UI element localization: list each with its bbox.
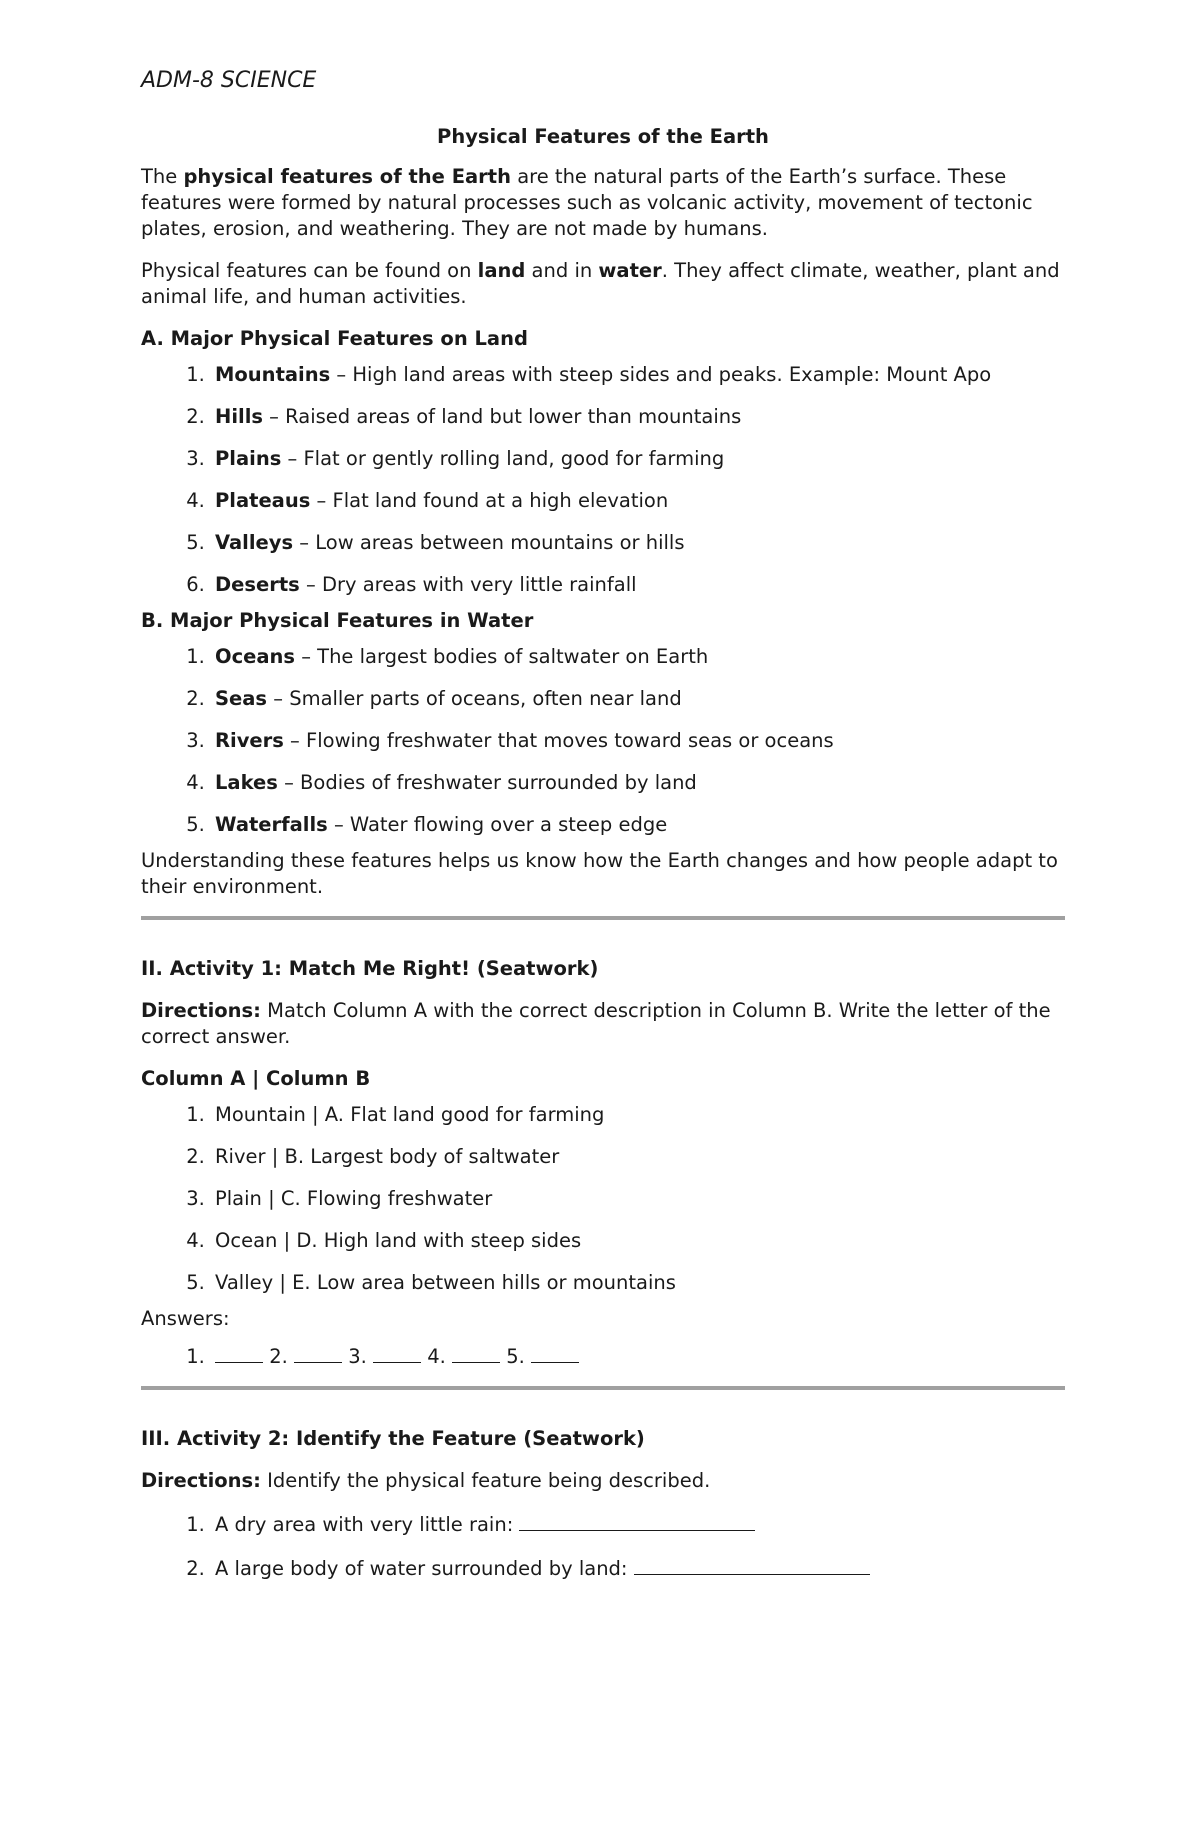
answer-blank[interactable]: [519, 1510, 755, 1531]
answer-blank-1[interactable]: [215, 1342, 263, 1363]
feature-term: Valleys: [215, 531, 294, 554]
answer-number: 2.: [269, 1345, 288, 1368]
conclusion-paragraph: Understanding these features helps us know how the Earth changes and how people adapt to their environment.: [141, 849, 1058, 898]
intro-text: are the natural parts of the Earth’s surface. These features were formed by natural processes such as volcanic activity, movement of tectonic plates, erosion, and weathering. They are not made by humans.: [141, 165, 1033, 240]
feature-description: – Flat or gently rolling land, good for farming: [281, 447, 725, 470]
list-item: [211, 770, 1065, 796]
activity1-directions: [141, 998, 1065, 1050]
feature-term: Rivers: [215, 729, 284, 752]
feature-term: Mountains: [215, 363, 331, 386]
answer-blank-4[interactable]: [452, 1342, 500, 1363]
document-title: Physical Features of the Earth: [437, 125, 769, 148]
list-item: [211, 530, 1065, 556]
section-divider: [141, 916, 1065, 920]
intro-text: The: [141, 165, 184, 188]
section-divider: [141, 1386, 1065, 1390]
answers-label: Answers:: [141, 1307, 230, 1330]
feature-description: – Water flowing over a steep edge: [327, 813, 668, 836]
list-item: [211, 728, 1065, 754]
feature-description: – Flowing freshwater that moves toward seas or oceans: [283, 729, 834, 752]
list-item: 2. River | B. Largest body of saltwater: [211, 1144, 1065, 1170]
feature-description: – High land areas with steep sides and peaks. Example: Mount Apo: [330, 363, 992, 386]
bold-water: water: [598, 259, 662, 282]
answer-blank-5[interactable]: [531, 1342, 579, 1363]
list-item: [211, 812, 1065, 838]
list-item: [211, 404, 1065, 430]
feature-description: – Raised areas of land but lower than mountains: [262, 405, 742, 428]
list-item: [211, 1510, 1065, 1538]
feature-term: Lakes: [215, 771, 278, 794]
intro-paragraph-1: [141, 164, 1065, 242]
answer-number: 5.: [506, 1345, 525, 1368]
feature-description: – Smaller parts of oceans, often near land: [267, 687, 682, 710]
land-features-list: [141, 362, 1065, 598]
list-item: 4. Ocean | D. High land with steep sides: [211, 1228, 1065, 1254]
feature-description: – The largest bodies of saltwater on Earth: [295, 645, 709, 668]
directions-text: Identify the physical feature being described.: [260, 1469, 711, 1492]
feature-term: Oceans: [215, 645, 296, 668]
directions-text: Match Column A with the correct description in Column B. Write the letter of the correct answer.: [141, 999, 1051, 1048]
feature-term: Deserts: [215, 573, 300, 596]
water-features-heading: B. Major Physical Features in Water: [141, 609, 534, 632]
activity2-directions: [141, 1468, 1065, 1494]
question-text: A dry area with very little rain:: [215, 1513, 514, 1536]
list-item: [211, 1554, 1065, 1582]
feature-term: Seas: [215, 687, 268, 710]
list-item: [211, 362, 1065, 388]
answer-blank-3[interactable]: [373, 1342, 421, 1363]
list-item: 3. Plain | C. Flowing freshwater: [211, 1186, 1065, 1212]
directions-label: Directions:: [141, 1469, 261, 1492]
list-item: 1. Mountain | A. Flat land good for farming: [211, 1102, 1065, 1128]
feature-description: – Dry areas with very little rainfall: [299, 573, 637, 596]
list-item: [211, 686, 1065, 712]
feature-description: – Low areas between mountains or hills: [293, 531, 685, 554]
intro-paragraph-2: [141, 258, 1065, 310]
columns-heading: Column A | Column B: [141, 1067, 371, 1090]
answer-number: 3.: [348, 1345, 367, 1368]
directions-label: Directions:: [141, 999, 261, 1022]
list-item: [211, 488, 1065, 514]
list-item: 5. Valley | E. Low area between hills or mountains: [211, 1270, 1065, 1296]
answers-row: [211, 1342, 1065, 1370]
intro-text: . They affect climate, weather, plant and animal life, and human activities.: [141, 259, 1060, 308]
identify-list: [141, 1510, 1065, 1582]
bold-land: land: [477, 259, 526, 282]
document-header: ADM-8 SCIENCE: [141, 68, 317, 93]
list-item: [211, 572, 1065, 598]
question-text: A large body of water surrounded by land:: [215, 1557, 628, 1580]
feature-description: – Flat land found at a high elevation: [310, 489, 669, 512]
document-page: [141, 66, 1065, 1598]
feature-term: Plateaus: [215, 489, 311, 512]
intro-text: and in: [525, 259, 599, 282]
list-item: [211, 644, 1065, 670]
answer-number: 4.: [427, 1345, 446, 1368]
activity2-heading: III. Activity 2: Identify the Feature (Seatwork): [141, 1427, 645, 1450]
feature-term: Plains: [215, 447, 282, 470]
matching-list: [141, 1102, 1065, 1296]
feature-term: Hills: [215, 405, 263, 428]
answers-list: [141, 1342, 1065, 1370]
list-item: [211, 446, 1065, 472]
land-features-heading: A. Major Physical Features on Land: [141, 327, 528, 350]
feature-term: Waterfalls: [215, 813, 328, 836]
water-features-list: [141, 644, 1065, 838]
answer-blank[interactable]: [634, 1554, 870, 1575]
intro-bold-term: physical features of the Earth: [183, 165, 511, 188]
feature-description: – Bodies of freshwater surrounded by land: [277, 771, 697, 794]
intro-text: Physical features can be found on: [141, 259, 478, 282]
answer-blank-2[interactable]: [294, 1342, 342, 1363]
activity1-heading: II. Activity 1: Match Me Right! (Seatwork): [141, 957, 599, 980]
